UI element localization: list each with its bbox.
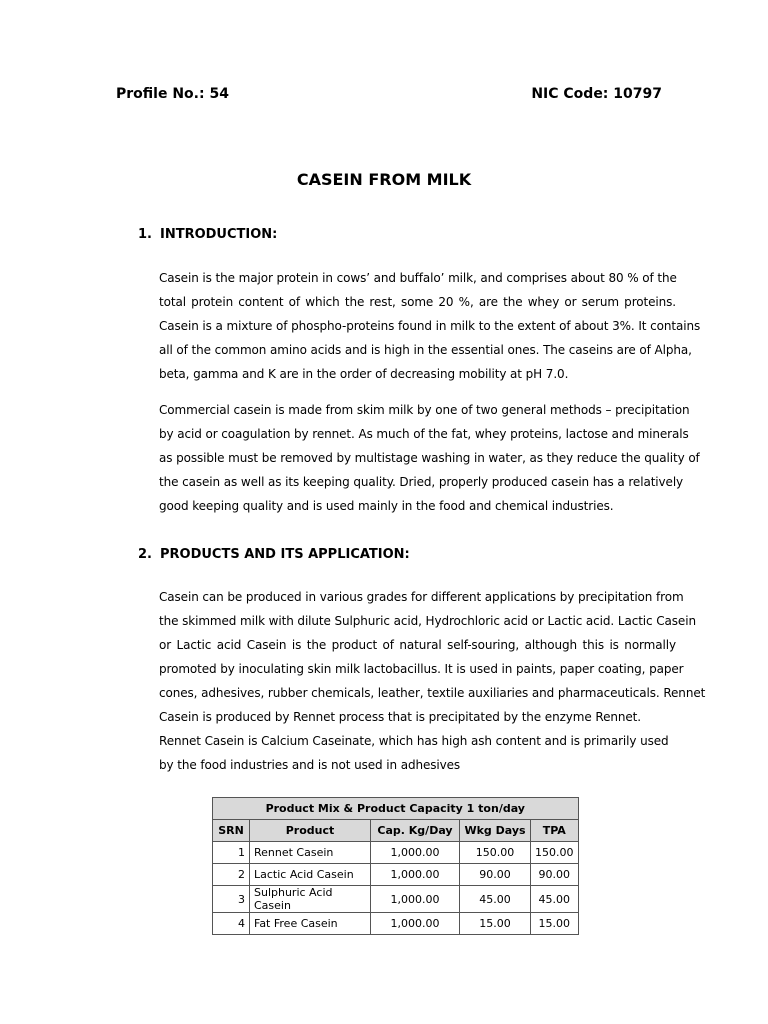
paragraph-line: Casein is the major protein in cows’ and buffalo’ milk, and comprises about 80 % of the bbox=[159, 271, 677, 285]
table-row bbox=[213, 864, 579, 886]
paragraph-line: Casein is produced by Rennet process that is precipitated by the enzyme Rennet. bbox=[159, 710, 641, 724]
cell-srn: 2 bbox=[213, 864, 250, 886]
table-row bbox=[213, 842, 579, 864]
section-heading-introduction bbox=[138, 227, 277, 242]
paragraph-line: all of the common amino acids and is high in the essential ones. The caseins are of Alpha, bbox=[159, 343, 692, 357]
paragraph-line: as possible must be removed by multistage washing in water, as they reduce the quality of bbox=[159, 451, 700, 465]
section-title: PRODUCTS AND ITS APPLICATION: bbox=[160, 547, 410, 562]
products-paragraph bbox=[159, 585, 706, 777]
column-header-srn: SRN bbox=[213, 820, 250, 842]
section-number: 1. bbox=[138, 227, 152, 242]
cell-srn: 1 bbox=[213, 842, 250, 864]
product-mix-table bbox=[212, 797, 579, 935]
cell-srn: 4 bbox=[213, 913, 250, 935]
document-title: CASEIN FROM MILK bbox=[296, 170, 472, 189]
table-row bbox=[213, 886, 579, 913]
paragraph-line: cones, adhesives, rubber chemicals, leather, textile auxiliaries and pharmaceuticals. Rennet bbox=[159, 686, 706, 700]
intro-paragraph-1 bbox=[159, 266, 701, 386]
cell-working-days: 15.00 bbox=[460, 913, 531, 935]
cell-capacity: 1,000.00 bbox=[371, 913, 460, 935]
cell-working-days: 90.00 bbox=[460, 864, 531, 886]
section-number: 2. bbox=[138, 547, 152, 562]
table-caption: Product Mix & Product Capacity 1 ton/day bbox=[213, 798, 579, 820]
cell-product: Fat Free Casein bbox=[250, 913, 371, 935]
table-header-row bbox=[213, 820, 579, 842]
nic-code: NIC Code: 10797 bbox=[531, 86, 662, 102]
paragraph-line: Casein can be produced in various grades for different applications by precipitation from bbox=[159, 590, 684, 604]
cell-working-days: 45.00 bbox=[460, 886, 531, 913]
paragraph-line: Commercial casein is made from skim milk by one of two general methods – precipitation bbox=[159, 403, 690, 417]
cell-srn: 3 bbox=[213, 886, 250, 913]
cell-tpa: 45.00 bbox=[531, 886, 579, 913]
cell-product: Lactic Acid Casein bbox=[250, 864, 371, 886]
table-caption-row bbox=[213, 798, 579, 820]
cell-capacity: 1,000.00 bbox=[371, 842, 460, 864]
paragraph-line: promoted by inoculating skin milk lactobacillus. It is used in paints, paper coating, paper bbox=[159, 662, 684, 676]
paragraph-line: good keeping quality and is used mainly in the food and chemical industries. bbox=[159, 499, 614, 513]
paragraph-line: the casein as well as its keeping quality. Dried, properly produced casein has a relatively bbox=[159, 475, 684, 489]
paragraph-line: Rennet Casein is Calcium Caseinate, which has high ash content and is primarily used bbox=[159, 734, 669, 748]
section-title: INTRODUCTION: bbox=[160, 227, 278, 242]
column-header-working-days: Wkg Days bbox=[460, 820, 531, 842]
cell-product: Sulphuric Acid Casein bbox=[250, 886, 371, 913]
paragraph-line: beta, gamma and K are in the order of decreasing mobility at pH 7.0. bbox=[159, 367, 569, 381]
cell-tpa: 15.00 bbox=[531, 913, 579, 935]
intro-paragraph-2 bbox=[159, 398, 700, 518]
paragraph-line: by acid or coagulation by rennet. As much of the fat, whey proteins, lactose and minerals bbox=[159, 427, 689, 441]
section-heading-products bbox=[138, 547, 410, 562]
paragraph-line: or Lactic acid Casein is the product of natural self-souring, although this is normally bbox=[159, 638, 676, 652]
paragraph-line: by the food industries and is not used in adhesives bbox=[159, 758, 461, 772]
profile-number: Profile No.: 54 bbox=[116, 86, 229, 102]
cell-capacity: 1,000.00 bbox=[371, 864, 460, 886]
paragraph-line: Casein is a mixture of phospho-proteins found in milk to the extent of about 3%. It contains bbox=[159, 319, 701, 333]
paragraph-line: the skimmed milk with dilute Sulphuric acid, Hydrochloric acid or Lactic acid. Lactic Casein bbox=[159, 614, 696, 628]
cell-tpa: 150.00 bbox=[531, 842, 579, 864]
paragraph-line: total protein content of which the rest, some 20 %, are the whey or serum proteins. bbox=[159, 295, 676, 309]
table-row bbox=[213, 913, 579, 935]
cell-capacity: 1,000.00 bbox=[371, 886, 460, 913]
column-header-capacity: Cap. Kg/Day bbox=[371, 820, 460, 842]
column-header-tpa: TPA bbox=[531, 820, 579, 842]
cell-tpa: 90.00 bbox=[531, 864, 579, 886]
document-header bbox=[116, 86, 662, 106]
cell-working-days: 150.00 bbox=[460, 842, 531, 864]
column-header-product: Product bbox=[250, 820, 371, 842]
cell-product: Rennet Casein bbox=[250, 842, 371, 864]
